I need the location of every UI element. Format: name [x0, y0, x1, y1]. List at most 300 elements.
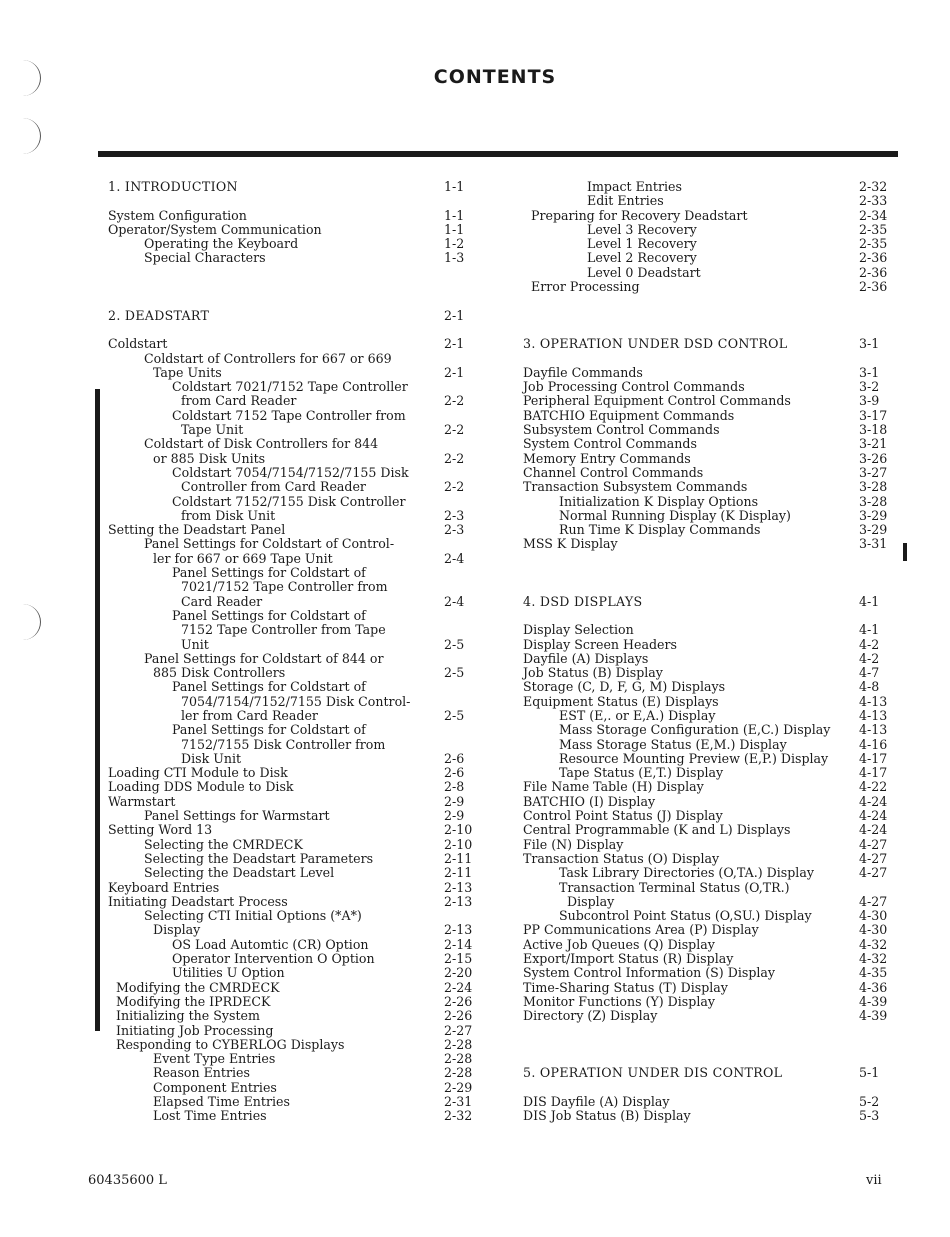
toc-entry[interactable]: [108, 580, 473, 594]
toc-entry[interactable]: [108, 566, 473, 580]
spacer: [523, 1081, 888, 1095]
toc-entry-title: Edit Entries: [587, 193, 664, 209]
toc-entry-title: File Name Table (H) Display: [523, 779, 704, 795]
toc-entry-title: File (N) Display: [523, 836, 624, 852]
toc-entry-title: Coldstart 7152 Tape Controller from: [172, 407, 406, 423]
toc-entry-title: Loading CTI Module to Disk: [108, 765, 288, 781]
toc-entry[interactable]: [108, 652, 473, 666]
toc-entry[interactable]: [523, 623, 888, 637]
toc-entry-title: MSS K Display: [523, 536, 618, 552]
toc-entry-page: 3-18: [859, 422, 888, 438]
toc-entry-page: 2-11: [444, 850, 473, 866]
toc-entry-page: 3-21: [859, 436, 888, 452]
toc-entry-title: ler for 667 or 669 Tape Unit: [153, 550, 333, 566]
toc-entry-page: 2-2: [444, 393, 465, 409]
toc-entry-title: ler from Card Reader: [181, 707, 318, 723]
toc-entry-title: Directory (Z) Display: [523, 1008, 658, 1024]
toc-entry-title: Component Entries: [153, 1079, 277, 1095]
toc-chapter-heading[interactable]: [523, 1066, 888, 1080]
toc-entry-page: 2-5: [444, 707, 465, 723]
toc-entry-title: Utilities U Option: [172, 965, 285, 981]
toc-entry-title: Initiating Deadstart Process: [108, 893, 288, 909]
toc-entry-title: Selecting the Deadstart Parameters: [144, 850, 374, 866]
spacer: [108, 266, 473, 309]
toc-entry-title: Selecting the Deadstart Level: [144, 865, 335, 881]
toc-entry-page: 4-13: [859, 707, 888, 723]
toc-entry[interactable]: [523, 895, 888, 909]
toc-entry-page: 2-5: [444, 665, 465, 681]
toc-entry[interactable]: [108, 1009, 473, 1023]
toc-entry[interactable]: [108, 680, 473, 694]
toc-entry[interactable]: [523, 638, 888, 652]
toc-entry[interactable]: [108, 866, 473, 880]
toc-entry[interactable]: [108, 1095, 473, 1109]
toc-entry-page: 2-5: [444, 636, 465, 652]
toc-entry[interactable]: [523, 752, 888, 766]
toc-entry[interactable]: [523, 1095, 888, 1109]
toc-entry[interactable]: [523, 366, 888, 380]
toc-entry[interactable]: [108, 938, 473, 952]
toc-entry[interactable]: [108, 766, 473, 780]
toc-entry-page: 2-34: [859, 207, 888, 223]
toc-entry[interactable]: [108, 1052, 473, 1066]
toc-entry[interactable]: [108, 352, 473, 366]
toc-entry-title: Loading DDS Module to Disk: [108, 779, 294, 795]
toc-entry[interactable]: [108, 909, 473, 923]
toc-entry-page: 1-1: [444, 221, 465, 237]
toc-entry[interactable]: [108, 638, 473, 652]
toc-entry-page: 1-1: [444, 207, 465, 223]
toc-entry-title: Initiating Job Processing: [116, 1022, 274, 1038]
toc-entry[interactable]: [108, 823, 473, 837]
header-rule: [98, 151, 898, 157]
toc-entry-page: 2-20: [444, 965, 473, 981]
binder-hole-mark: [18, 604, 41, 640]
toc-entry[interactable]: [523, 795, 888, 809]
toc-entry[interactable]: [108, 709, 473, 723]
toc-entry[interactable]: [523, 523, 888, 537]
toc-entry-title: Panel Settings for Coldstart of 844 or: [144, 650, 384, 666]
toc-entry-title: Panel Settings for Coldstart of: [172, 679, 366, 695]
toc-entry[interactable]: [108, 366, 473, 380]
toc-entry-title: 1. INTRODUCTION: [108, 179, 238, 194]
toc-entry-page: 2-28: [444, 1036, 473, 1052]
toc-entry-title: Task Library Directories (O,TA.) Display: [559, 865, 814, 881]
toc-entry-page: 2-3: [444, 507, 465, 523]
toc-entry[interactable]: [523, 709, 888, 723]
toc-entry[interactable]: [523, 180, 888, 194]
toc-entry-title: Controller from Card Reader: [181, 479, 366, 495]
toc-entry-title: Tape Unit: [181, 422, 244, 438]
toc-entry-title: 7021/7152 Tape Controller from: [181, 579, 388, 595]
toc-entry-title: Display Screen Headers: [523, 636, 677, 652]
toc-entry[interactable]: [108, 695, 473, 709]
toc-entry[interactable]: [523, 738, 888, 752]
toc-entry[interactable]: [108, 380, 473, 394]
toc-entry-page: 4-13: [859, 722, 888, 738]
toc-entry-title: PP Communications Area (P) Display: [523, 922, 759, 938]
toc-entry-title: Impact Entries: [587, 179, 682, 194]
toc-entry-page: 4-1: [859, 622, 880, 638]
toc-entry-page: 4-30: [859, 908, 888, 924]
toc-entry-page: 3-9: [859, 393, 880, 409]
toc-entry-title: Run Time K Display Commands: [559, 522, 761, 538]
toc-entry[interactable]: [523, 537, 888, 551]
toc-entry[interactable]: [523, 823, 888, 837]
toc-entry-title: Setting Word 13: [108, 822, 213, 838]
toc-entry[interactable]: [108, 1081, 473, 1095]
toc-entry-title: 3. OPERATION UNDER DSD CONTROL: [523, 336, 788, 352]
toc-entry[interactable]: [108, 895, 473, 909]
toc-entry-title: Selecting the CMRDECK: [144, 836, 303, 852]
toc-entry-title: Tape Status (E,T.) Display: [559, 765, 724, 781]
toc-entry[interactable]: [108, 509, 473, 523]
toc-entry[interactable]: [108, 480, 473, 494]
toc-entry[interactable]: [108, 1038, 473, 1052]
toc-entry-page: 2-13: [444, 893, 473, 909]
toc-entry-title: Job Processing Control Commands: [523, 379, 745, 395]
toc-entry-page: 4-32: [859, 951, 888, 967]
toc-entry[interactable]: [523, 966, 888, 980]
toc-entry[interactable]: [523, 652, 888, 666]
toc-entry-title: or 885 Disk Units: [153, 450, 266, 466]
toc-entry-page: 2-31: [444, 1094, 473, 1109]
toc-entry-page: 4-7: [859, 665, 880, 681]
toc-entry-page: 3-29: [859, 507, 888, 523]
toc-entry[interactable]: [108, 423, 473, 437]
toc-entry[interactable]: [523, 695, 888, 709]
toc-entry-title: System Control Commands: [523, 436, 697, 452]
toc-chapter-heading[interactable]: [523, 337, 888, 351]
toc-entry[interactable]: [108, 795, 473, 809]
toc-entry[interactable]: [108, 237, 473, 251]
toc-entry-title: Panel Settings for Coldstart of: [172, 565, 366, 581]
toc-entry[interactable]: [108, 495, 473, 509]
toc-chapter-heading[interactable]: [523, 595, 888, 609]
toc-entry[interactable]: [523, 409, 888, 423]
toc-entry-page: 4-32: [859, 936, 888, 952]
toc-entry[interactable]: [523, 452, 888, 466]
toc-entry-page: 2-9: [444, 808, 465, 824]
toc-entry[interactable]: [523, 251, 888, 265]
toc-entry-title: EST (E,. or E,A.) Display: [559, 707, 716, 723]
toc-entry-page: 4-17: [859, 765, 888, 781]
toc-entry[interactable]: [523, 209, 888, 223]
page-title: CONTENTS: [433, 66, 557, 88]
toc-entry-title: Equipment Status (E) Displays: [523, 693, 719, 709]
toc-entry-title: Event Type Entries: [153, 1051, 276, 1067]
spacer: [523, 294, 888, 337]
toc-entry[interactable]: [108, 1066, 473, 1080]
toc-entry-page: 2-1: [444, 336, 465, 352]
toc-entry[interactable]: [523, 223, 888, 237]
toc-entry[interactable]: [108, 1109, 473, 1123]
toc-entry-page: 4-24: [859, 808, 888, 824]
toc-entry-page: 3-1: [859, 336, 880, 352]
toc-entry-page: 2-29: [444, 1079, 473, 1095]
toc-entry[interactable]: [108, 809, 473, 823]
toc-entry[interactable]: [523, 394, 888, 408]
toc-entry-title: Panel Settings for Coldstart of: [172, 607, 366, 623]
toc-entry-page: 1-1: [444, 179, 465, 194]
toc-entry[interactable]: [523, 237, 888, 251]
toc-entry-title: Dayfile (A) Displays: [523, 650, 649, 666]
document-number: 60435600 L: [88, 1173, 167, 1188]
toc-entry[interactable]: [523, 194, 888, 208]
toc-entry[interactable]: [523, 981, 888, 995]
toc-entry[interactable]: [523, 995, 888, 1009]
toc-entry[interactable]: [108, 466, 473, 480]
spacer: [108, 323, 473, 337]
toc-entry-page: 3-31: [859, 536, 888, 552]
toc-entry-title: Disk Unit: [181, 750, 242, 766]
toc-entry[interactable]: [523, 1109, 888, 1123]
toc-entry-title: Initialization K Display Options: [559, 493, 759, 509]
toc-entry-title: Coldstart: [108, 336, 168, 352]
toc-entry-page: 2-14: [444, 936, 473, 952]
toc-entry[interactable]: [523, 852, 888, 866]
toc-entry-page: 3-27: [859, 464, 888, 480]
toc-entry-page: 4-27: [859, 836, 888, 852]
toc-entry-title: 7152 Tape Controller from Tape: [181, 622, 386, 638]
toc-entry-page: 2-10: [444, 822, 473, 838]
toc-entry-page: 2-1: [444, 364, 465, 380]
toc-entry-title: Reason Entries: [153, 1065, 250, 1081]
toc-chapter-heading[interactable]: [108, 309, 473, 323]
toc-entry-title: Transaction Status (O) Display: [523, 850, 720, 866]
toc-entry-title: Keyboard Entries: [108, 879, 220, 895]
toc-entry[interactable]: [523, 423, 888, 437]
toc-entry-page: 4-22: [859, 779, 888, 795]
toc-entry[interactable]: [523, 766, 888, 780]
toc-entry[interactable]: [108, 952, 473, 966]
toc-entry[interactable]: [108, 223, 473, 237]
toc-entry[interactable]: [108, 452, 473, 466]
toc-entry[interactable]: [523, 723, 888, 737]
toc-entry-page: 2-15: [444, 951, 473, 967]
toc-entry-page: 3-17: [859, 407, 888, 423]
toc-entry-title: Level 0 Deadstart: [587, 264, 701, 280]
toc-left-column: [108, 180, 473, 1124]
toc-entry-page: 2-26: [444, 993, 473, 1009]
toc-entry[interactable]: [108, 666, 473, 680]
toc-entry-page: 4-39: [859, 993, 888, 1009]
toc-entry-title: Selecting CTI Initial Options (*A*): [144, 908, 362, 924]
toc-entry[interactable]: [108, 523, 473, 537]
toc-entry-title: Elapsed Time Entries: [153, 1094, 290, 1109]
toc-entry-page: 2-33: [859, 193, 888, 209]
toc-entry[interactable]: [523, 881, 888, 895]
toc-entry-page: 3-29: [859, 522, 888, 538]
toc-entry[interactable]: [523, 266, 888, 280]
toc-entry-page: 2-28: [444, 1065, 473, 1081]
toc-entry-page: 1-3: [444, 250, 465, 266]
toc-entry[interactable]: [108, 1024, 473, 1038]
toc-entry-title: Mass Storage Status (E,M.) Display: [559, 736, 787, 752]
toc-entry[interactable]: [108, 881, 473, 895]
toc-entry-page: 2-8: [444, 779, 465, 795]
spacer: [523, 609, 888, 623]
toc-entry-page: 5-1: [859, 1065, 880, 1081]
toc-entry-page: 3-2: [859, 379, 880, 395]
toc-entry-title: 4. DSD DISPLAYS: [523, 593, 643, 609]
toc-entry[interactable]: [108, 852, 473, 866]
toc-entry-page: 5-2: [859, 1094, 880, 1109]
toc-entry[interactable]: [108, 609, 473, 623]
toc-entry[interactable]: [108, 537, 473, 551]
toc-entry-title: Responding to CYBERLOG Displays: [116, 1036, 345, 1052]
toc-entry-title: Storage (C, D, F, G, M) Displays: [523, 679, 726, 695]
toc-entry-title: Level 2 Recovery: [587, 250, 697, 266]
toc-entry[interactable]: [523, 666, 888, 680]
toc-entry-title: Job Status (B) Display: [523, 665, 663, 681]
toc-entry[interactable]: [523, 680, 888, 694]
toc-entry[interactable]: [523, 923, 888, 937]
toc-entry-page: 4-24: [859, 793, 888, 809]
toc-entry-title: Level 1 Recovery: [587, 236, 697, 252]
toc-entry-page: 4-27: [859, 893, 888, 909]
toc-entry-title: Preparing for Recovery Deadstart: [531, 207, 748, 223]
toc-entry[interactable]: [523, 280, 888, 294]
spacer: [108, 194, 473, 208]
toc-entry-page: 4-36: [859, 979, 888, 995]
toc-entry-title: Transaction Subsystem Commands: [523, 479, 748, 495]
toc-entry-page: 4-35: [859, 965, 888, 981]
toc-entry[interactable]: [523, 909, 888, 923]
toc-entry-title: Display: [567, 893, 615, 909]
toc-entry[interactable]: [108, 738, 473, 752]
toc-entry[interactable]: [523, 952, 888, 966]
toc-entry-title: DIS Dayfile (A) Display: [523, 1094, 670, 1109]
toc-entry[interactable]: [523, 509, 888, 523]
toc-entry[interactable]: [523, 1009, 888, 1023]
toc-entry-title: Panel Settings for Warmstart: [144, 808, 330, 824]
toc-entry-title: Active Job Queues (Q) Display: [523, 936, 715, 952]
toc-entry-title: Special Characters: [144, 250, 266, 266]
toc-entry-page: 2-27: [444, 1022, 473, 1038]
toc-entry[interactable]: [108, 394, 473, 408]
toc-entry-title: Time-Sharing Status (T) Display: [523, 979, 728, 995]
toc-entry-title: Dayfile Commands: [523, 364, 643, 380]
toc-entry-page: 3-26: [859, 450, 888, 466]
toc-entry[interactable]: [108, 209, 473, 223]
toc-entry[interactable]: [523, 437, 888, 451]
toc-chapter-heading[interactable]: [108, 180, 473, 194]
toc-entry[interactable]: [108, 923, 473, 937]
toc-entry-title: Display Selection: [523, 622, 634, 638]
toc-entry[interactable]: [108, 437, 473, 451]
toc-entry[interactable]: [108, 780, 473, 794]
change-bar: [95, 389, 100, 1031]
toc-entry-title: BATCHIO (I) Display: [523, 793, 656, 809]
spacer: [523, 1024, 888, 1067]
toc-entry[interactable]: [523, 466, 888, 480]
toc-entry-title: Modifying the IPRDECK: [116, 993, 271, 1009]
toc-entry-page: 2-6: [444, 750, 465, 766]
toc-entry-page: 2-36: [859, 264, 888, 280]
toc-right-column: [523, 180, 888, 1124]
toc-entry-title: 2. DEADSTART: [108, 307, 210, 323]
toc-entry[interactable]: [108, 409, 473, 423]
toc-entry[interactable]: [108, 966, 473, 980]
toc-entry-page: 2-35: [859, 221, 888, 237]
toc-entry[interactable]: [108, 981, 473, 995]
toc-entry-title: Coldstart 7054/7154/7152/7155 Disk: [172, 464, 409, 480]
toc-entry-page: 2-1: [444, 307, 465, 323]
toc-entry[interactable]: [523, 838, 888, 852]
toc-entry[interactable]: [523, 938, 888, 952]
toc-entry-page: 2-13: [444, 879, 473, 895]
toc-entry-title: Mass Storage Configuration (E,C.) Display: [559, 722, 831, 738]
toc-entry-page: 2-4: [444, 593, 465, 609]
toc-entry[interactable]: [108, 752, 473, 766]
toc-entry-page: 4-8: [859, 679, 880, 695]
change-bar: [903, 543, 907, 561]
toc-entry-page: 2-10: [444, 836, 473, 852]
toc-entry-page: 1-2: [444, 236, 465, 252]
toc-entry-title: Control Point Status (J) Display: [523, 808, 723, 824]
toc-entry-title: Unit: [181, 636, 209, 652]
toc-entry[interactable]: [108, 251, 473, 265]
toc-entry-title: 7054/7154/7152/7155 Disk Control-: [181, 693, 411, 709]
page-number: vii: [866, 1173, 882, 1188]
toc-entry[interactable]: [108, 995, 473, 1009]
toc-entry-title: Lost Time Entries: [153, 1108, 267, 1124]
toc-entry-title: OS Load Automtic (CR) Option: [172, 936, 369, 952]
toc-entry[interactable]: [108, 595, 473, 609]
toc-entry-title: from Card Reader: [181, 393, 297, 409]
toc-entry-page: 4-16: [859, 736, 888, 752]
toc-entry-page: 2-32: [859, 179, 888, 194]
toc-entry-page: 2-26: [444, 1008, 473, 1024]
toc-entry-page: 4-27: [859, 865, 888, 881]
toc-entry[interactable]: [523, 495, 888, 509]
spacer: [523, 352, 888, 366]
toc-entry[interactable]: [523, 780, 888, 794]
toc-entry-page: 2-36: [859, 279, 888, 295]
toc-entry-title: Export/Import Status (R) Display: [523, 951, 734, 967]
toc-entry-page: 5-3: [859, 1108, 880, 1124]
toc-entry[interactable]: [108, 552, 473, 566]
toc-entry-page: 4-17: [859, 750, 888, 766]
toc-entry-title: Resource Mounting Preview (E,P.) Display: [559, 750, 829, 766]
toc-entry[interactable]: [108, 337, 473, 351]
toc-entry[interactable]: [108, 838, 473, 852]
toc-entry-page: 2-9: [444, 793, 465, 809]
toc-entry-page: 2-3: [444, 522, 465, 538]
toc-entry-title: Tape Units: [153, 364, 222, 380]
toc-entry-title: 5. OPERATION UNDER DIS CONTROL: [523, 1065, 783, 1081]
toc-entry[interactable]: [108, 723, 473, 737]
toc-entry[interactable]: [523, 380, 888, 394]
toc-entry-title: Operator/System Communication: [108, 221, 322, 237]
spacer: [523, 552, 888, 595]
toc-entry[interactable]: [523, 866, 888, 880]
toc-entry-page: 4-30: [859, 922, 888, 938]
toc-entry-title: System Control Information (S) Display: [523, 965, 776, 981]
toc-entry-page: 4-27: [859, 850, 888, 866]
toc-entry-page: 2-2: [444, 450, 465, 466]
toc-entry[interactable]: [108, 623, 473, 637]
toc-entry-page: 4-2: [859, 650, 880, 666]
toc-entry-title: Initializing the System: [116, 1008, 260, 1024]
toc-entry-page: 3-28: [859, 493, 888, 509]
toc-entry-page: 2-32: [444, 1108, 473, 1124]
toc-entry[interactable]: [523, 480, 888, 494]
toc-entry[interactable]: [523, 809, 888, 823]
toc-entry-page: 4-13: [859, 693, 888, 709]
toc-entry-page: 4-39: [859, 1008, 888, 1024]
